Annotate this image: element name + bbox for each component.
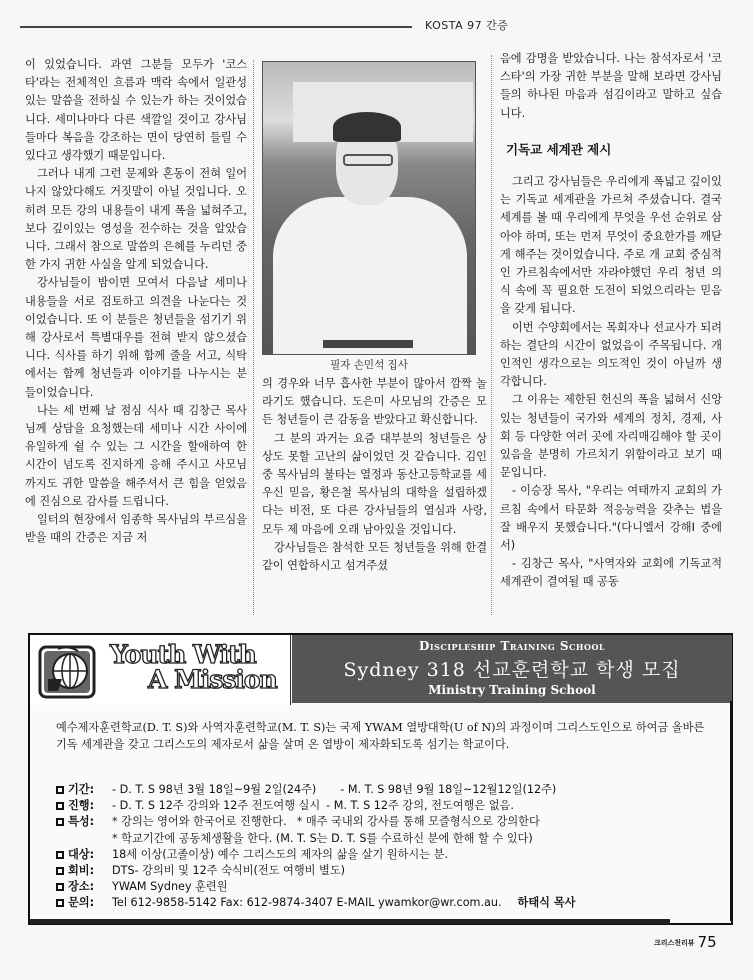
ad-info-list <box>56 782 716 912</box>
info-row-location: 장소: YWAM Sydney 훈련원 <box>56 879 716 895</box>
paragraph: 그 이유는 제한된 헌신의 폭을 넓혀서 신앙있는 청년들이 국가와 세계의 정치, 경제, 사회 등 다양한 여러 곳에 자리매김해야 할 곳이 있음을 분명히 가르치기 위함이라고 보기 때문입니다. <box>500 393 722 480</box>
paragraph: 일터의 현장에서 임종학 목사님의 부르심을 받을 때의 간증은 지금 저 <box>25 513 247 545</box>
school-banner <box>292 635 732 703</box>
square-bullet-icon <box>56 899 64 907</box>
paragraph: 음에 감명을 받았습니다. 나는 참석자로서 '코스타'의 가장 귀한 부분을 말해 보라면 강사님들의 하나된 마음과 섬김이라고 말하고 싶습니다. <box>500 52 722 120</box>
page-number: 75 <box>697 933 717 951</box>
running-header: KOSTA 97 간증 <box>425 19 509 32</box>
square-bullet-icon <box>56 818 64 826</box>
header-rule <box>20 26 412 28</box>
info-row-contact: 문의: Tel 612-9858-5142 Fax: 612-9874-3407 E-MAIL ywamkor@wr.com.au. 하태식 목사 <box>56 895 716 911</box>
contact-person: 하태식 목사 <box>517 896 576 910</box>
square-bullet-icon <box>56 802 64 810</box>
paragraph: 그 분의 과거는 요즘 대부분의 청년들은 상상도 못할 고난의 삶이었던 것 같습니다. 김인중 목사님의 불타는 열정과 동산고등학교를 세우신 믿음, 황은철 목사님의 대학을 설립하겠다는 비전, 또 다른 강사님들의 열심과 사랑, 모두 제 마음에 오래 남아있을 것입니다. <box>262 431 487 536</box>
info-row-target: 대상: 18세 이상(고졸이상) 예수 그리스도의 제자의 삶을 살기 원하시는 분. <box>56 847 716 863</box>
square-bullet-icon <box>56 786 64 794</box>
ad-bottom-bar <box>30 919 670 924</box>
paragraph: 의 경우와 너무 흡사한 부분이 많아서 깜짝 놀라기도 했습니다. 도은미 사모님의 간증은 모든 청년들이 큰 감동을 받았다고 확신합니다. <box>262 377 487 427</box>
magazine-name: 크리스천리뷰 <box>654 939 695 947</box>
info-row-progress: 진행: - D. T. S 12주 강의와 12주 전도여행 실시 - M. T. S 12주 강의, 전도여행은 없음. <box>56 798 716 814</box>
ad-border-bar <box>730 701 733 921</box>
ywam-advertisement <box>28 633 733 925</box>
ywam-wordmark: Youth With A Mission <box>110 640 277 694</box>
column-divider <box>491 55 492 615</box>
paragraph: 강사님들이 밤이면 모여서 다음날 세미나 내용들을 서로 검토하고 의견을 나눈다는 것이었습니다. 또 이 분들은 청년들을 섬기기 위해 강사로서 특별대우를 전혀 받지 않으셨습니다. 식사를 하기 위해 함께 줄을 서고, 식탁에서는 함께 청년들과 이야기를 나누시는 분들이었습니다. <box>25 276 247 399</box>
info-row-fee: 회비: DTS- 강의비 및 12주 숙식비(전도 여행비 별도) <box>56 863 716 879</box>
banner-top-title: Discipleship Training School <box>418 639 606 653</box>
article-column-3 <box>500 50 722 592</box>
info-row-period: 기간: - D. T. S 98년 3월 18일~9월 2일(24주) - M. T. S 98년 9월 18일~12월12일(12주) <box>56 782 716 798</box>
paragraph: 그리고 강사님들은 우리에게 폭넓고 깊이있는 기독교 세계관을 가르쳐 주셨습니다. 결국 세계를 볼 때 우리에게 무엇을 우선 순위로 삼아야 하며, 또는 먼저 무엇이 중요한가를 깨닫게 해주는 것이었습니다. 주로 개 교회 중심적인 가르침속에서만 자라야했던 우리 청년 의식 속에 꼭 필요한 도전이 되었으리라는 믿음을 갖게 됩니다. <box>500 175 722 316</box>
square-bullet-icon <box>56 867 64 875</box>
author-photo <box>262 61 476 355</box>
paragraph: - 김창근 목사, "사역자와 교회에 기독교적 세계관이 결여될 때 공동 <box>500 557 722 589</box>
banner-subtitle: Ministry Training School <box>428 683 596 697</box>
contact-details: Tel 612-9858-5142 Fax: 612-9874-3407 E-MAIL ywamkor@wr.com.au. <box>112 896 502 910</box>
paragraph: 강사님들은 참석한 모든 청년들을 위해 한결같이 연합하시고 섬겨주셨 <box>262 540 487 573</box>
ywam-logo <box>30 635 291 705</box>
paragraph: 나는 세 번째 날 점심 식사 때 김창근 목사님께 상담을 요청했는데 세미나 시간 사이에 유일하게 쉴 수 있는 그 시간을 할애하여 한 시간이 넘도록 진지하게 응해 주시고 사모님까지도 귀한 말씀을 해주셔서 큰 힘을 얻었음에 진심으로 감사를 드립니다. <box>25 403 247 508</box>
paragraph: 그러나 내게 그런 문제와 혼동이 전혀 일어나지 않았다해도 거짓말이 아닐 것입니다. 오히려 모든 강의 내용들이 내게 폭을 넓혀주고, 보다 깊이있는 영성을 전수하는 것을 알았습니다. 그래서 참으로 말씀의 은혜를 누리던 중 한 가지 귀한 사실을 알게 되었습니다. <box>25 167 247 272</box>
column-divider <box>253 60 254 615</box>
ad-intro-text: 예수제자훈련학교(D. T. S)와 사역자훈련학교(M. T. S)는 국제 YWAM 열방대학(U of N)의 과정이며 그리스도인으로 하여금 올바른 기독 세계관을 갖고 그리스도의 제자로서 삶을 살며 온 열방이 제자화되도록 섬기는 학교이다. <box>56 721 705 751</box>
photo-caption: 필자 손민석 집사 <box>330 359 408 371</box>
paragraph: 이 있었습니다. 과연 그분들 모두가 '코스타'라는 전체적인 흐름과 맥락 속에서 일관성있는 말씀을 전하실 수 있는가 하는 것이었습니다. 세미나마다 다른 색깔일 것이고 강사님들마다 복음을 강조하는 면이 당연히 들릴 수 있다고 생각했기 때문입니다. <box>25 58 247 163</box>
page-footer <box>654 933 717 951</box>
article-column-2 <box>262 375 487 575</box>
square-bullet-icon <box>56 851 64 859</box>
paragraph: - 이승장 목사, "우리는 여태까지 교회의 가르침 속에서 타문화 적응능력을 갖추는 법을 잘 배우지 못했습니다."(다니엘서 강해I 중에서) <box>500 484 722 553</box>
paragraph: 이번 수양회에서는 목회자나 선교사가 되려하는 결단의 시간이 없었음이 주목됩니다. 개인적인 생각으로는 의도적인 것이 아닐까 생각합니다. <box>500 320 722 389</box>
section-heading: 기독교 세계관 제시 <box>506 141 612 157</box>
banner-main-title: Sydney 318 선교훈련학교 학생 모집 <box>343 659 681 681</box>
ad-header <box>30 635 731 705</box>
globe-logo-icon <box>38 643 98 699</box>
article-column-1 <box>25 56 247 547</box>
square-bullet-icon <box>56 883 64 891</box>
info-row-features-cont: * 학교기간에 공동체생활을 한다. (M. T. S는 D. T. S를 수료하신 분에 한해 할 수 있다) <box>112 831 533 845</box>
info-row-features: 특성: * 강의는 영어와 한국어로 진행한다. * 매주 국내외 강사를 통해 모즐형식으로 강의한다 <box>56 814 716 830</box>
